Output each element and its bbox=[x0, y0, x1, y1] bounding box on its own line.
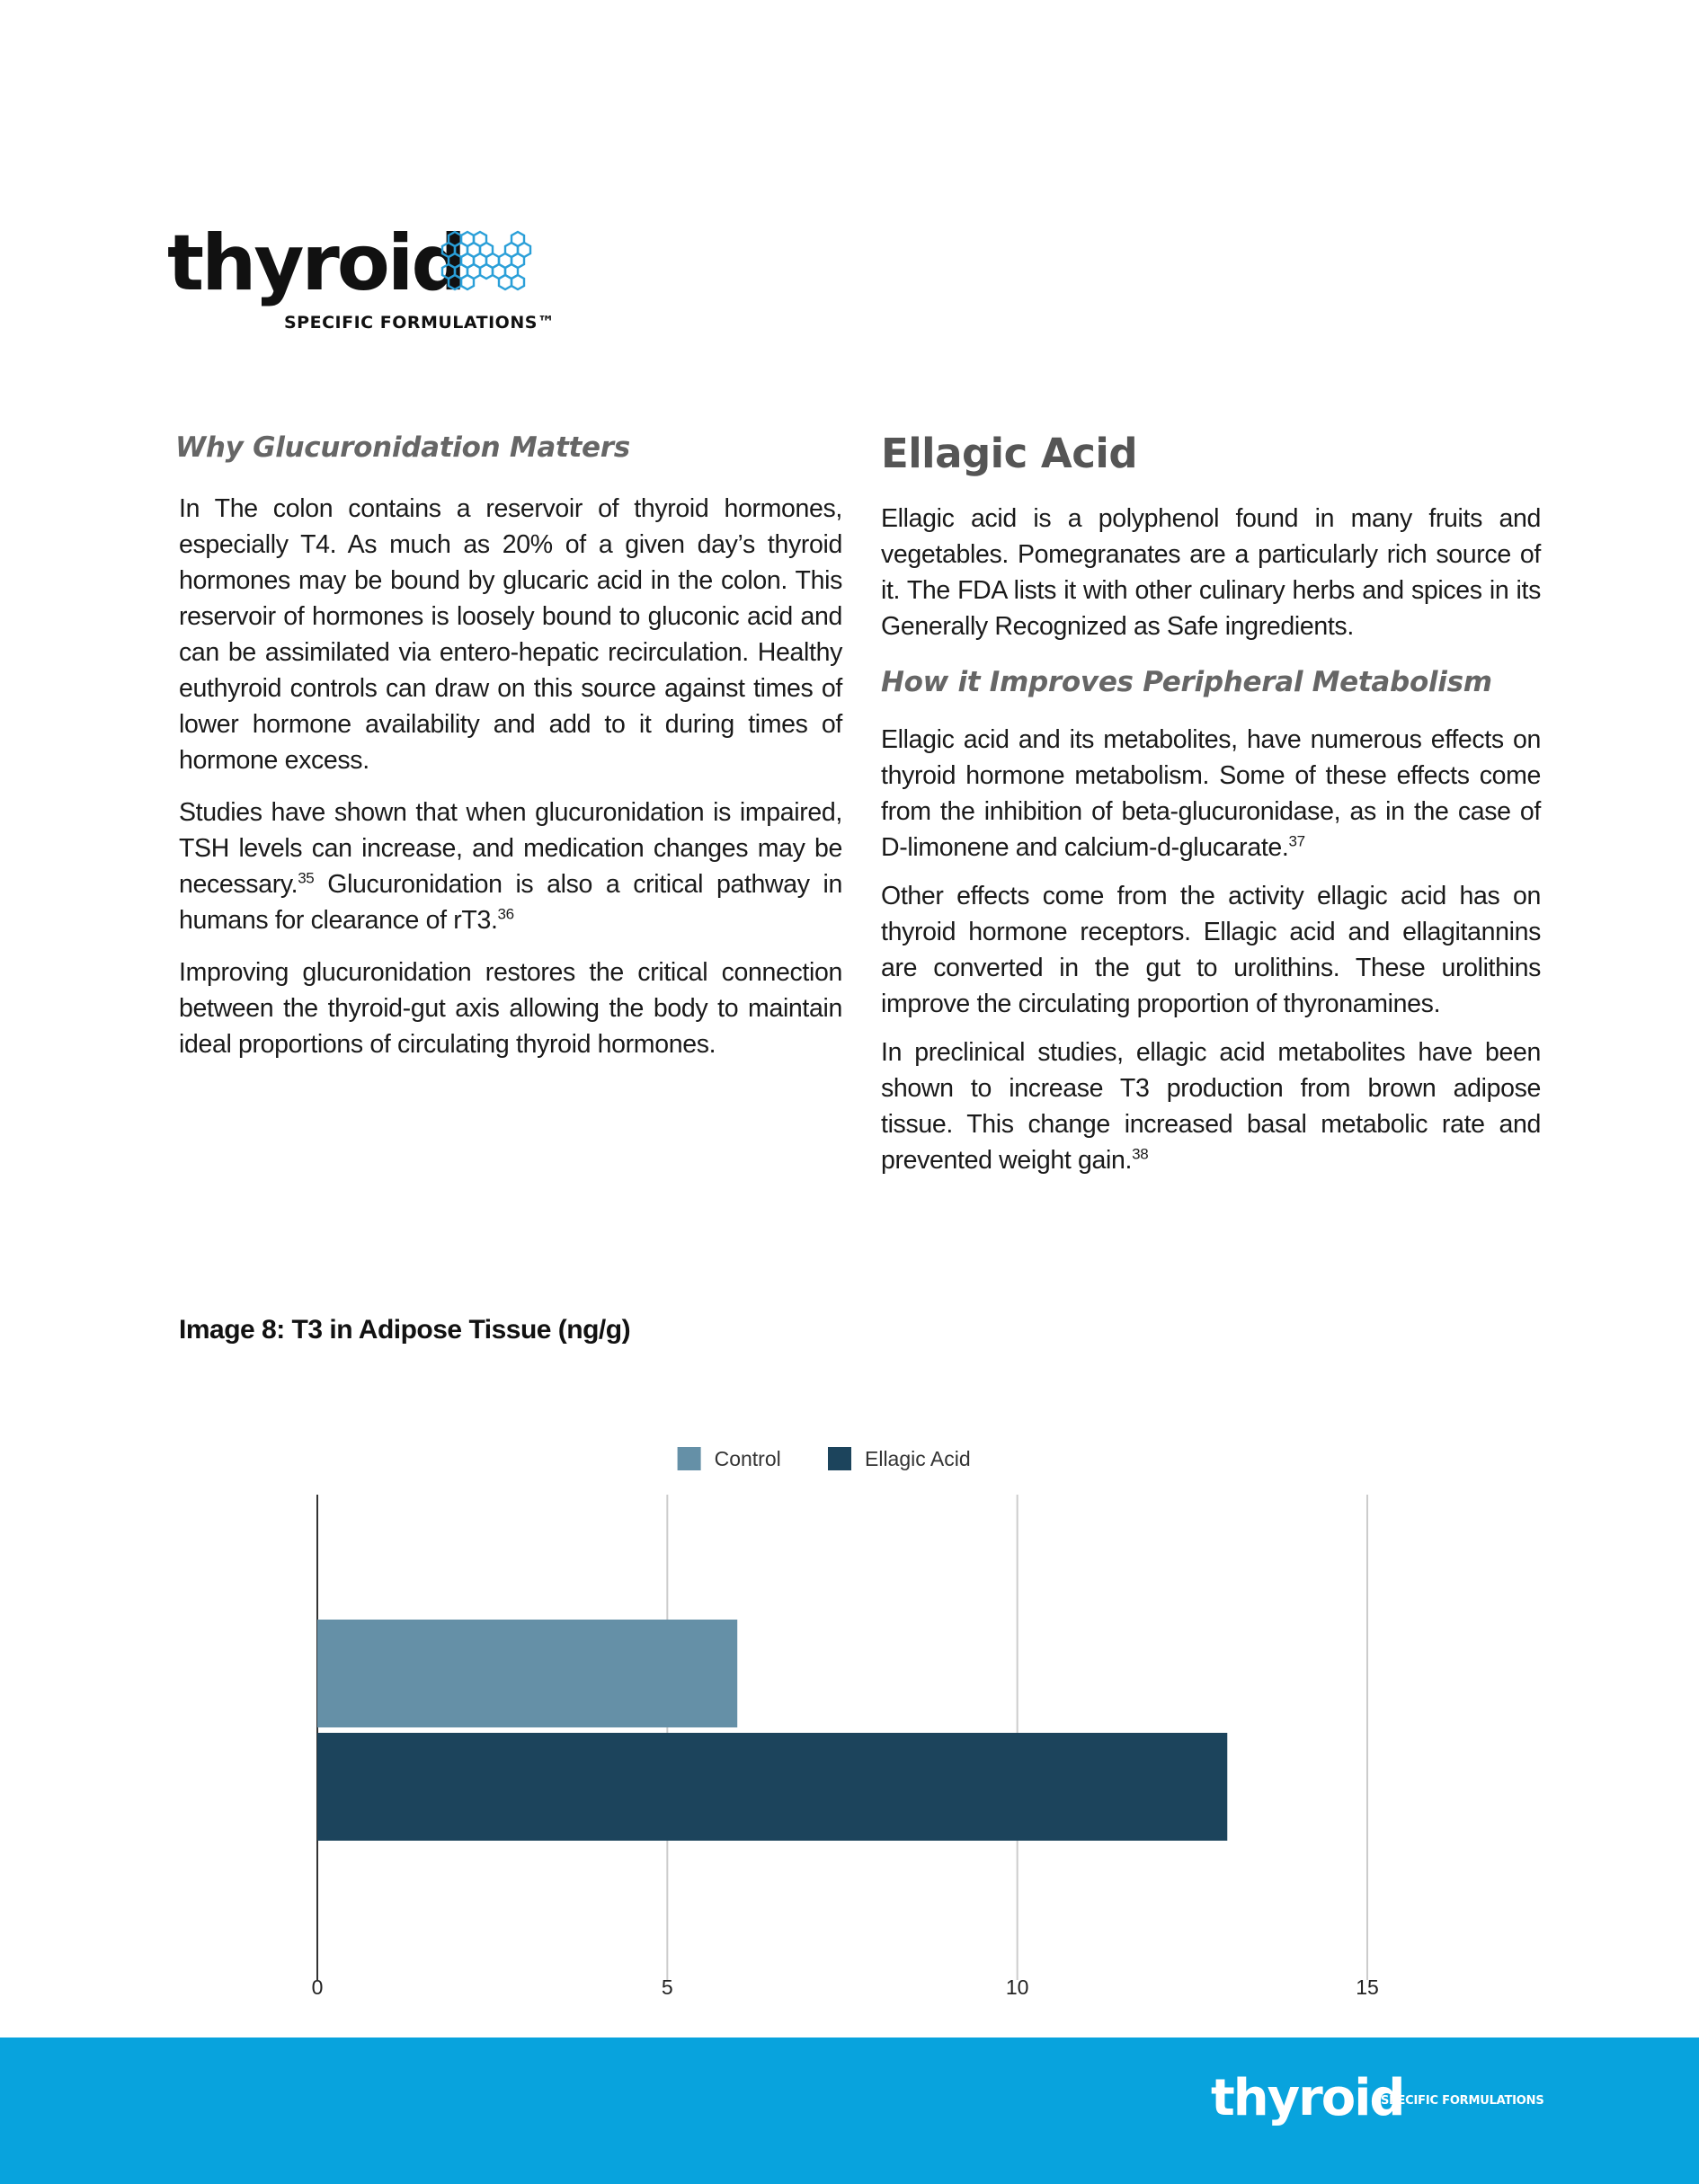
footer-bar bbox=[0, 2038, 1699, 2184]
x-tick-label: 10 bbox=[1005, 1975, 1029, 1999]
paragraph-text: Glucuronidation is also a critical pathway in humans for clearance of rT3. bbox=[179, 870, 842, 935]
legend-swatch bbox=[678, 1447, 701, 1470]
paragraph: Ellagic acid is a polyphenol found in many fruits and vegetables. Pomegranates are a particularly rich source of it. The FDA lists it with other culinary herbs and spices in its Generally Recognized as Safe ingredients. bbox=[881, 504, 1541, 641]
chart-x-ticks bbox=[312, 1975, 1379, 1999]
bar-ellagic-acid bbox=[317, 1733, 1227, 1841]
paragraph-text: Studies have shown that when glucuronidation is impaired, TSH levels can increase, and medication changes may be necessary. bbox=[179, 798, 842, 899]
logo-tagline: SPECIFIC FORMULATIONS™ bbox=[284, 313, 556, 333]
reference-number: 36 bbox=[497, 905, 514, 923]
x-tick-label: 0 bbox=[311, 1975, 324, 1999]
paragraph-text: In preclinical studies, ellagic acid metabolites have been shown to increase T3 production from brown adipose tissue. This change increased basal metabolic rate and prevented weight gain. bbox=[881, 1038, 1541, 1175]
bar-control bbox=[317, 1620, 737, 1727]
section-subheading: How it Improves Peripheral Metabolism bbox=[881, 666, 1492, 698]
paragraph: Improving glucuronidation restores the critical connection between the thyroid-gut axis allowing the body to maintain ideal proportions of circulating thyroid hormones. bbox=[179, 958, 842, 1059]
section-subheading: Why Glucuronidation Matters bbox=[175, 431, 630, 464]
legend-label: Ellagic Acid bbox=[865, 1447, 971, 1470]
reference-number: 37 bbox=[1288, 832, 1305, 850]
legend-label: Control bbox=[714, 1447, 781, 1470]
paragraph: Other effects come from the activity ellagic acid has on thyroid hormone receptors. Ellagic acid and ellagitannins are converted in the gut to urolithins. These urolithins improve the circulating proportion of thyronamines. bbox=[881, 882, 1541, 1018]
chart-title: Image 8: T3 in Adipose Tissue (ng/g) bbox=[179, 1315, 631, 1345]
reference-number: 38 bbox=[1132, 1145, 1149, 1163]
x-tick-label: 15 bbox=[1356, 1975, 1379, 1999]
x-tick-label: 5 bbox=[661, 1975, 673, 1999]
logo-wordmark: thyroid bbox=[167, 218, 464, 308]
paragraph-text: Ellagic acid and its metabolites, have numerous effects on thyroid hormone metabolism. Some of these effects come from the inhibition of beta-glucuronidase, as in the case of D-limonene and calcium-d-glucarate. bbox=[881, 725, 1541, 862]
footer-logo-tagline: SPECIFIC FORMULATIONS bbox=[1381, 2094, 1544, 2108]
paragraph: In The colon contains a reservoir of thyroid hormones, especially T4. As much as 20% of a given day’s thyroid hormones may be bound by glucaric acid in the colon. This reservoir of hormones is loosely bound to gluconic acid and can be assimilated via entero-hepatic recirculation. Healthy euthyroid controls can draw on this source against times of lower hormone availability and add to it during times of hormone excess. bbox=[179, 494, 842, 775]
legend-swatch bbox=[828, 1447, 851, 1470]
reference-number: 35 bbox=[298, 869, 315, 887]
chart-legend bbox=[678, 1447, 971, 1470]
section-heading: Ellagic Acid bbox=[881, 430, 1138, 477]
chart-bars bbox=[317, 1620, 1227, 1841]
footer-logo-wordmark: thyroid bbox=[1211, 2069, 1404, 2127]
